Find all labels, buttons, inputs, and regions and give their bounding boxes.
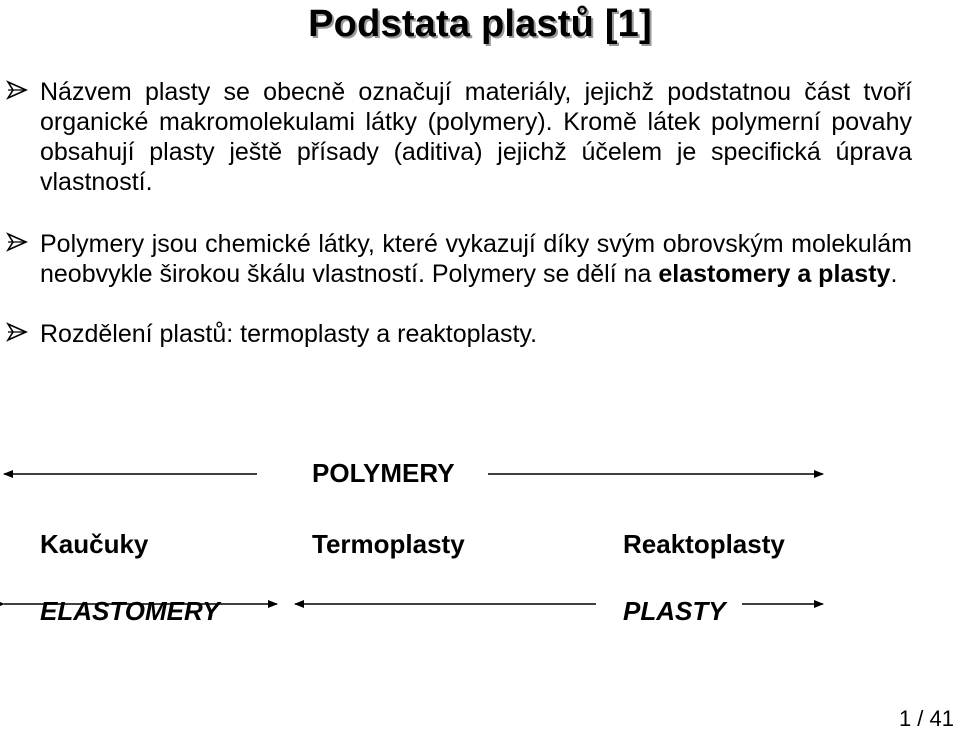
bullet-text-3: Rozdělení plastů: termoplasty a reaktoplasty. [40,320,538,348]
bullet-text-1: Názvem plasty se obecně označují materiály, jejichž podstatnou část tvoří organické makromolekulami látky (polymery). Kromě látek polymerní povahy obsahují plasty ještě přísady (aditiva) jejichž účelem je specifická úprava vlastností. [40,78,912,196]
diagram-label-reaktoplasty: Reaktoplasty [623,529,785,559]
bullet-paragraph-3 [40,319,912,349]
slide-title: Podstata plastů [1] [308,3,652,45]
arrow-bullet-icon [6,80,28,100]
diagram-label-kaucuky: Kaučuky [40,529,149,559]
page-number: 1 / 41 [898,706,954,731]
bullet-paragraph-1 [40,77,912,197]
bullet-text-2: Polymery jsou chemické látky, které vykazují díky svým obrovským molekulám neobvykle širokou škálu vlastností. Polymery se dělí na [40,230,912,288]
diagram-label-plasty: PLASTY [623,596,726,626]
diagram-label-elastomery: ELASTOMERY [40,596,220,626]
bullet-text-2-bold: elastomery a plasty [658,260,891,288]
arrow-bullet-icon [6,322,28,342]
bullet-paragraph-2 [40,229,912,289]
bullet-text-2-tail: . [890,260,898,288]
arrow-bullet-icon [6,232,28,252]
diagram-label-termoplasty: Termoplasty [312,529,465,559]
diagram-label-polymery: POLYMERY [312,458,455,488]
